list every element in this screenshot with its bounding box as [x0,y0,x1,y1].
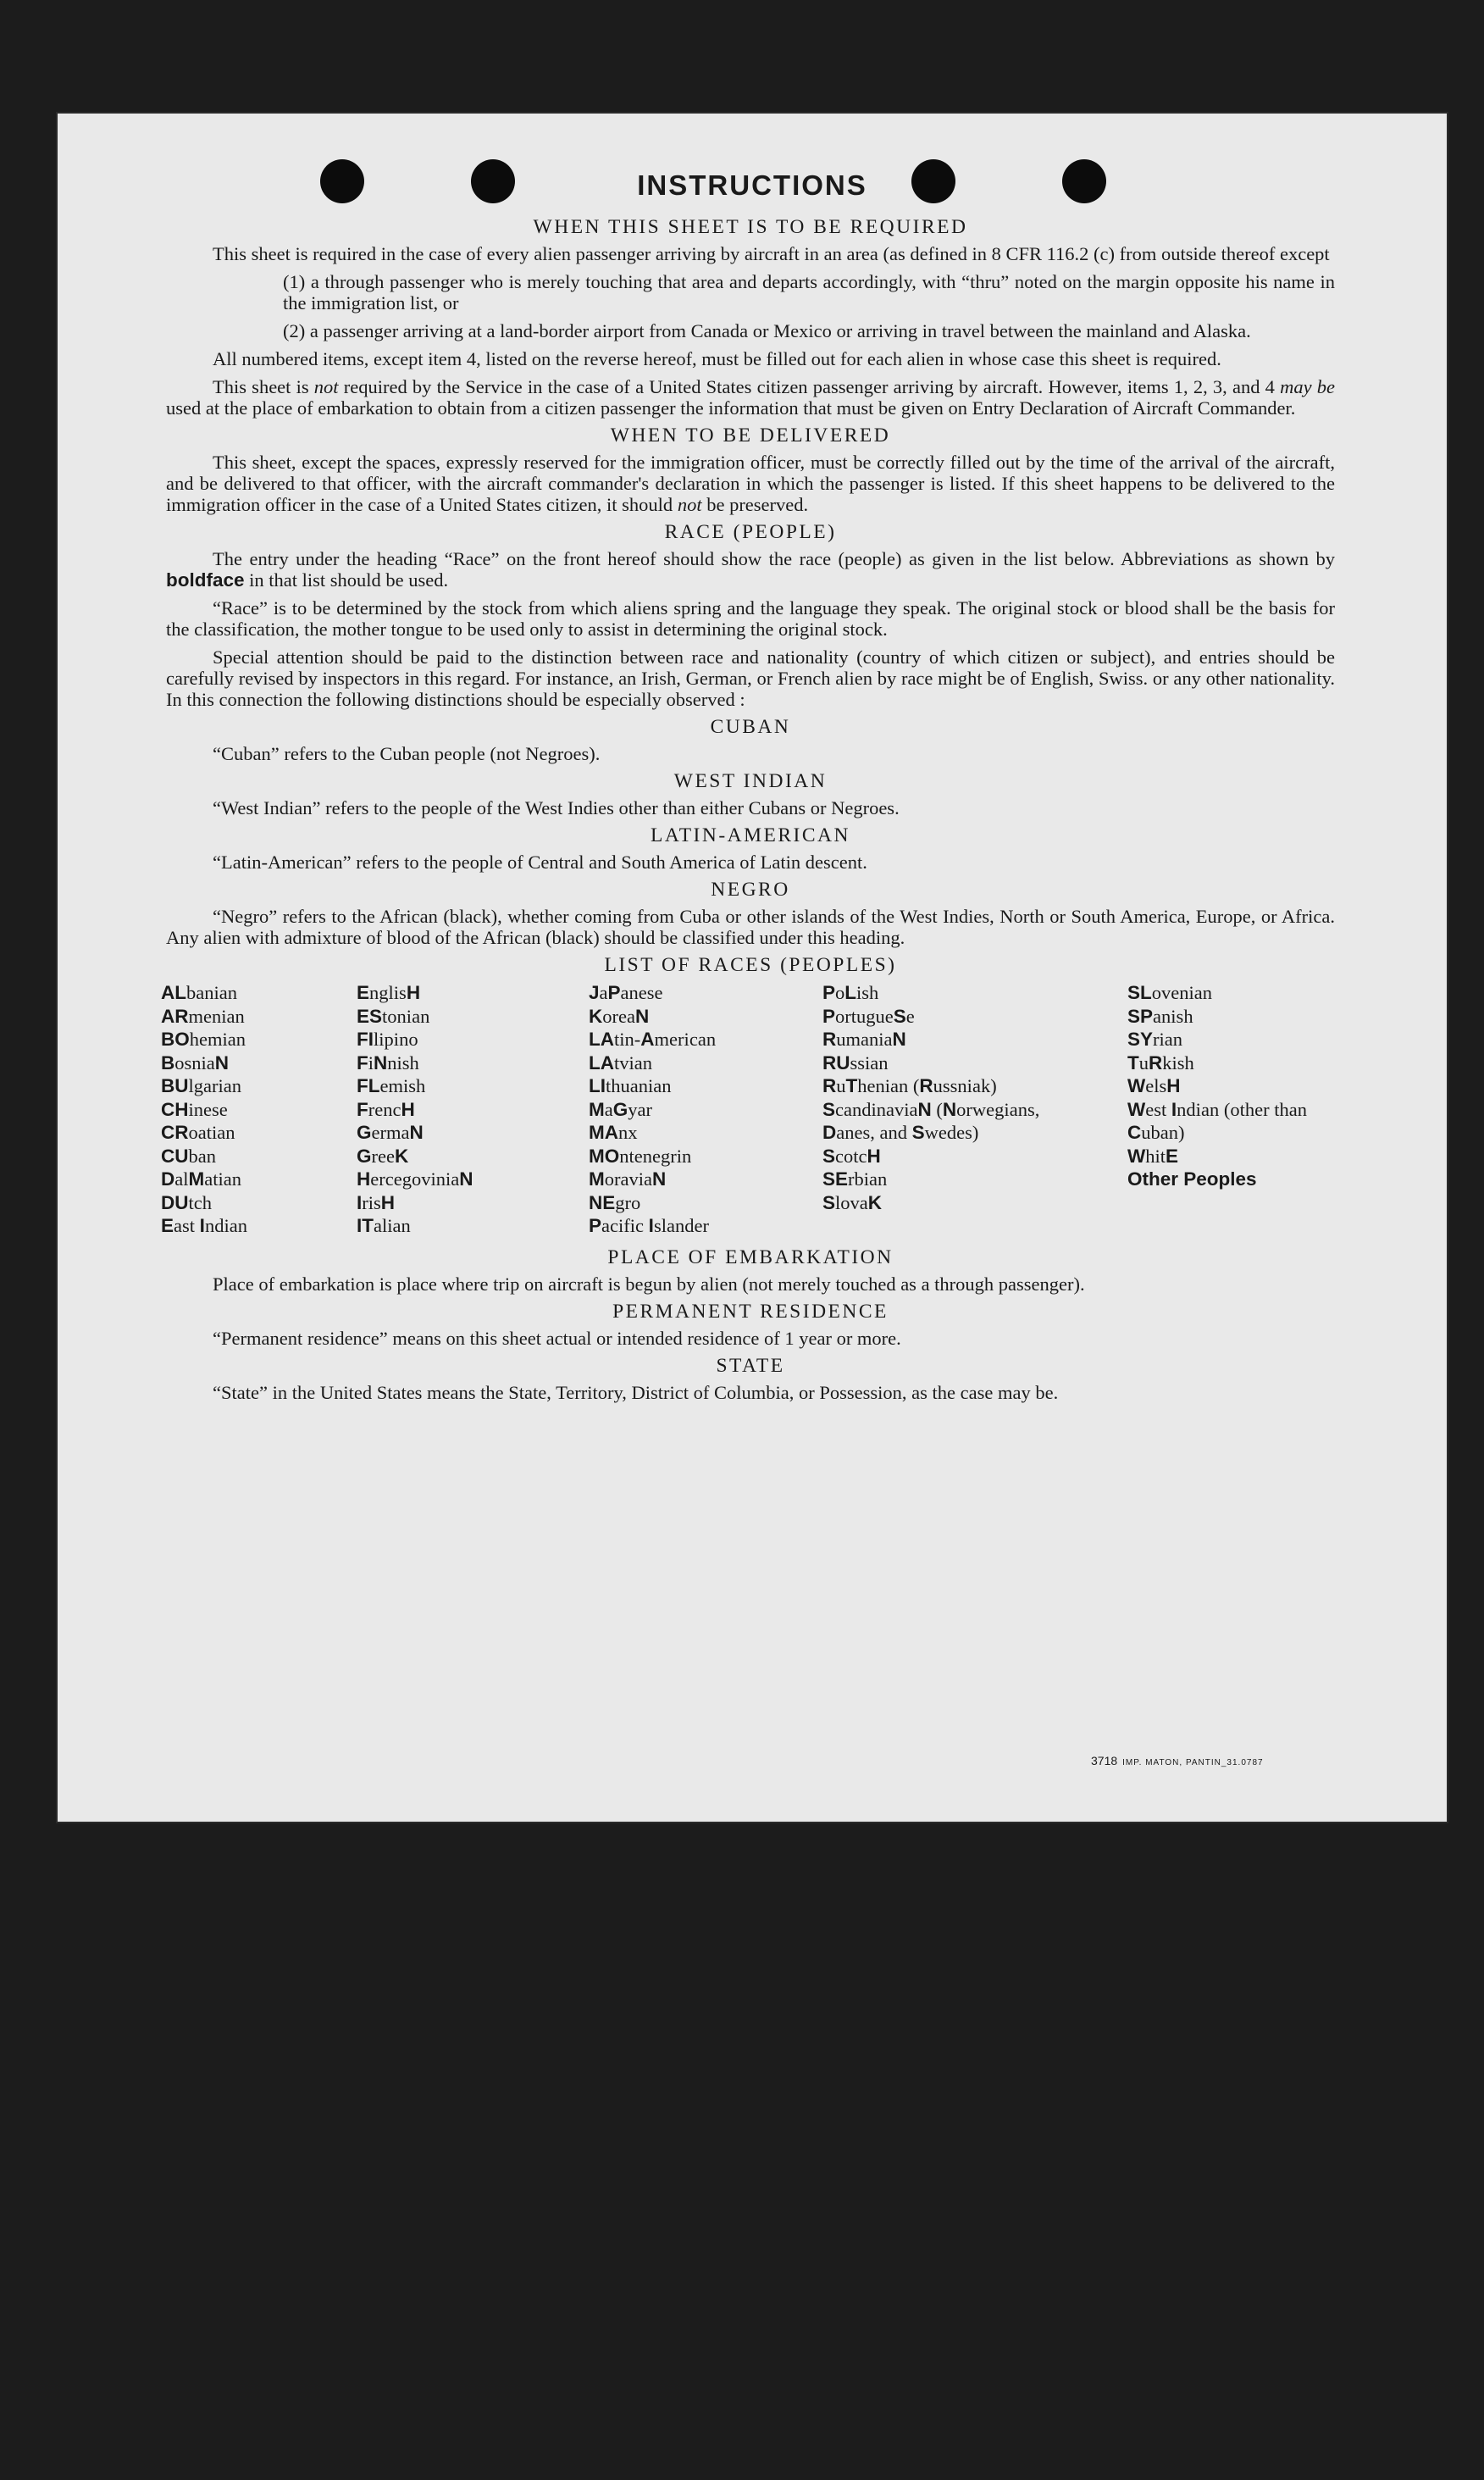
section-heading: RACE (PEOPLE) [664,521,837,543]
text-run: This sheet, except the spaces, expressly reserved for the immigration officer, must be correctly filled out by the time of the arrival of the aircraft, and be delivered to that officer, with the aircraft commander's declaration in which the passenger is listed. If this sheet happens to be delivered to the immigration officer in the case of a United States citizen, it should [166,452,1335,515]
paragraph [166,452,1335,515]
list-item: (1) a through passenger who is merely touching that area and departs accordingly, with “thru” noted on the margin opposite his name in the immigration list, or [283,271,1335,313]
paragraph: Place of embarkation is place where trip on aircraft is begun by alien (not merely touched as a through passenger). [213,1273,1085,1295]
page-title: INSTRUCTIONS [637,169,867,201]
text-run: used at the place of embarkation to obtain from a citizen passenger the information that must be given on Entry Declaration of Aircraft Commander. [166,397,1296,419]
race-column [357,981,473,1238]
race-entry: ARmenian [161,1005,245,1027]
text-run: This sheet is [213,376,314,397]
paragraph: “Permanent residence” means on this sheet actual or intended residence of 1 year or more. [213,1328,901,1349]
race-entry: DUtch [161,1191,213,1213]
race-entry: RumaniaN [822,1029,906,1050]
section-heading: NEGRO [711,879,790,901]
race-entry: LIthuanian [589,1075,672,1096]
race-entry: RuThenian (Russniak) [822,1075,997,1096]
race-entry: BosniaN [161,1051,230,1074]
race-entry: FIlipino [357,1029,418,1050]
race-entry: KoreaN [589,1005,650,1027]
section-heading: PLACE OF EMBARKATION [607,1246,894,1268]
list-item: (2) a passenger arriving at a land-border airport from Canada or Mexico or arriving in travel between the mainland and Alaska. [283,320,1251,341]
document-sheet [56,112,1448,1823]
race-entry: PortugueSe [822,1005,915,1027]
race-entry: East Indian [161,1215,247,1236]
print-footer [1091,1754,1264,1767]
race-entry: ScandinaviaN (Norwegians, Danes, and Swedes) [822,1098,1040,1143]
race-entry: CRoatian [161,1122,235,1143]
race-entry: LAtin-American [589,1029,717,1050]
paragraph: “Negro” refers to the African (black), whether coming from Cuba or other islands of the West Indies, North or South America, Europe, or Africa. Any alien with admixture of blood of the African (black) should be classified under this heading. [166,906,1335,948]
race-entry: DalMatian [161,1168,242,1190]
race-entry: BOhemian [161,1029,246,1050]
race-entry: ScotcH [822,1145,881,1167]
paragraph [166,376,1335,419]
race-entry: CHinese [161,1098,228,1120]
race-entry: ITalian [357,1215,411,1236]
race-entry: Pacific Islander [589,1215,709,1236]
race-entry: TuRkish [1127,1051,1194,1074]
race-list [161,981,1335,1240]
paragraph: Special attention should be paid to the distinction between race and nationality (country of which citizen or subject), and entries should be carefully revised by inspectors in this regard. For instance, an Irish, German, or French alien by race might be of English, Swiss. or any other nationality. In this connection the following distinctions should be especially observed : [166,646,1335,710]
race-entry: EStonian [357,1005,430,1027]
section-heading: WHEN TO BE DELIVERED [610,424,891,447]
emphasis-text: may be [1280,376,1335,397]
paragraph: “West Indian” refers to the people of the West Indies other than either Cubans or Negroes. [213,797,900,818]
paragraph: All numbered items, except item 4, listed on the reverse hereof, must be filled out for each alien in whose case this sheet is required. [213,348,1221,369]
section-heading: STATE [716,1355,785,1377]
paragraph: “Cuban” refers to the Cuban people (not Negroes). [213,743,601,764]
paragraph: “State” in the United States means the State, Territory, District of Columbia, or Possession, as the case may be. [213,1382,1059,1403]
race-entry: GreeK [357,1145,409,1167]
race-entry: BUlgarian [161,1075,242,1096]
paragraph [166,548,1335,591]
section-heading: CUBAN [710,716,791,738]
race-column [1127,981,1339,1191]
race-column [822,981,1068,1214]
race-entry: MAnx [589,1122,638,1143]
paragraph: This sheet is required in the case of every alien passenger arriving by aircraft in an area (as defined in 8 CFR 116.2 (c) from outside thereof except [213,243,1330,264]
race-entry: NEgro [589,1191,641,1213]
race-entry: WhitE [1127,1145,1179,1167]
text-run: The entry under the heading “Race” on the front hereof should show the race (people) as given in the list below. Abbreviations as shown by [213,548,1335,569]
section-heading: LATIN-AMERICAN [650,824,851,846]
race-entry: SlovaK [822,1191,883,1213]
race-entry: PoLish [822,982,879,1003]
race-entry: FLemish [357,1075,426,1096]
race-entry: SErbian [822,1168,888,1190]
race-entry: LAtvian [589,1051,653,1074]
race-entry: MaGyar [589,1098,653,1120]
race-entry: IrisH [357,1191,396,1213]
race-entry: WelsH [1127,1075,1181,1096]
paragraph: “Race” is to be determined by the stock from which aliens spring and the language they speak. The original stock or blood shall be the basis for the classification, the mother tongue to be used only to assist in determining the original stock. [166,597,1335,640]
race-entry: GermaN [357,1122,424,1143]
paragraph: “Latin-American” refers to the people of Central and South America of Latin descent. [213,852,867,873]
emphasis-text: not [677,494,702,515]
race-entry: JaPanese [589,982,663,1003]
race-entry: SLovenian [1127,982,1213,1003]
text-run: required by the Service in the case of a United States citizen passenger arriving by aircraft. However, items 1, 2, 3, and 4 [338,376,1281,397]
race-entry: EnglisH [357,982,421,1003]
race-entry: Other Peoples [1127,1168,1257,1190]
boldface-text: boldface [166,569,245,591]
race-column [589,981,716,1238]
race-entry: SPanish [1127,1005,1193,1027]
race-entry: CUban [161,1145,216,1167]
race-entry: ALbanian [161,982,238,1003]
section-heading: LIST OF RACES (PEOPLES) [604,954,897,976]
race-entry: RUssian [822,1051,889,1074]
text-run: in that list should be used. [244,569,449,591]
instructions-body [161,210,1335,1410]
printer-imprint: IMP. MATON, PANTIN_31.0787 [1122,1758,1264,1767]
form-number: 3718 [1091,1754,1118,1767]
race-column [161,981,247,1238]
section-heading: WEST INDIAN [673,770,828,792]
race-entry: MoraviaN [589,1168,667,1190]
section-heading: WHEN THIS SHEET IS TO BE REQUIRED [533,216,968,238]
emphasis-text: not [313,376,339,397]
race-entry: West Indian (other than Cuban) [1127,1098,1307,1143]
race-entry: FrencH [357,1098,415,1120]
race-entry: FiNnish [357,1051,419,1074]
race-entry: MOntenegrin [589,1145,692,1167]
race-entry: HercegoviniaN [357,1168,473,1190]
race-entry: SYrian [1127,1029,1183,1050]
section-heading: PERMANENT RESIDENCE [612,1301,889,1323]
text-run: be preserved. [701,494,809,515]
